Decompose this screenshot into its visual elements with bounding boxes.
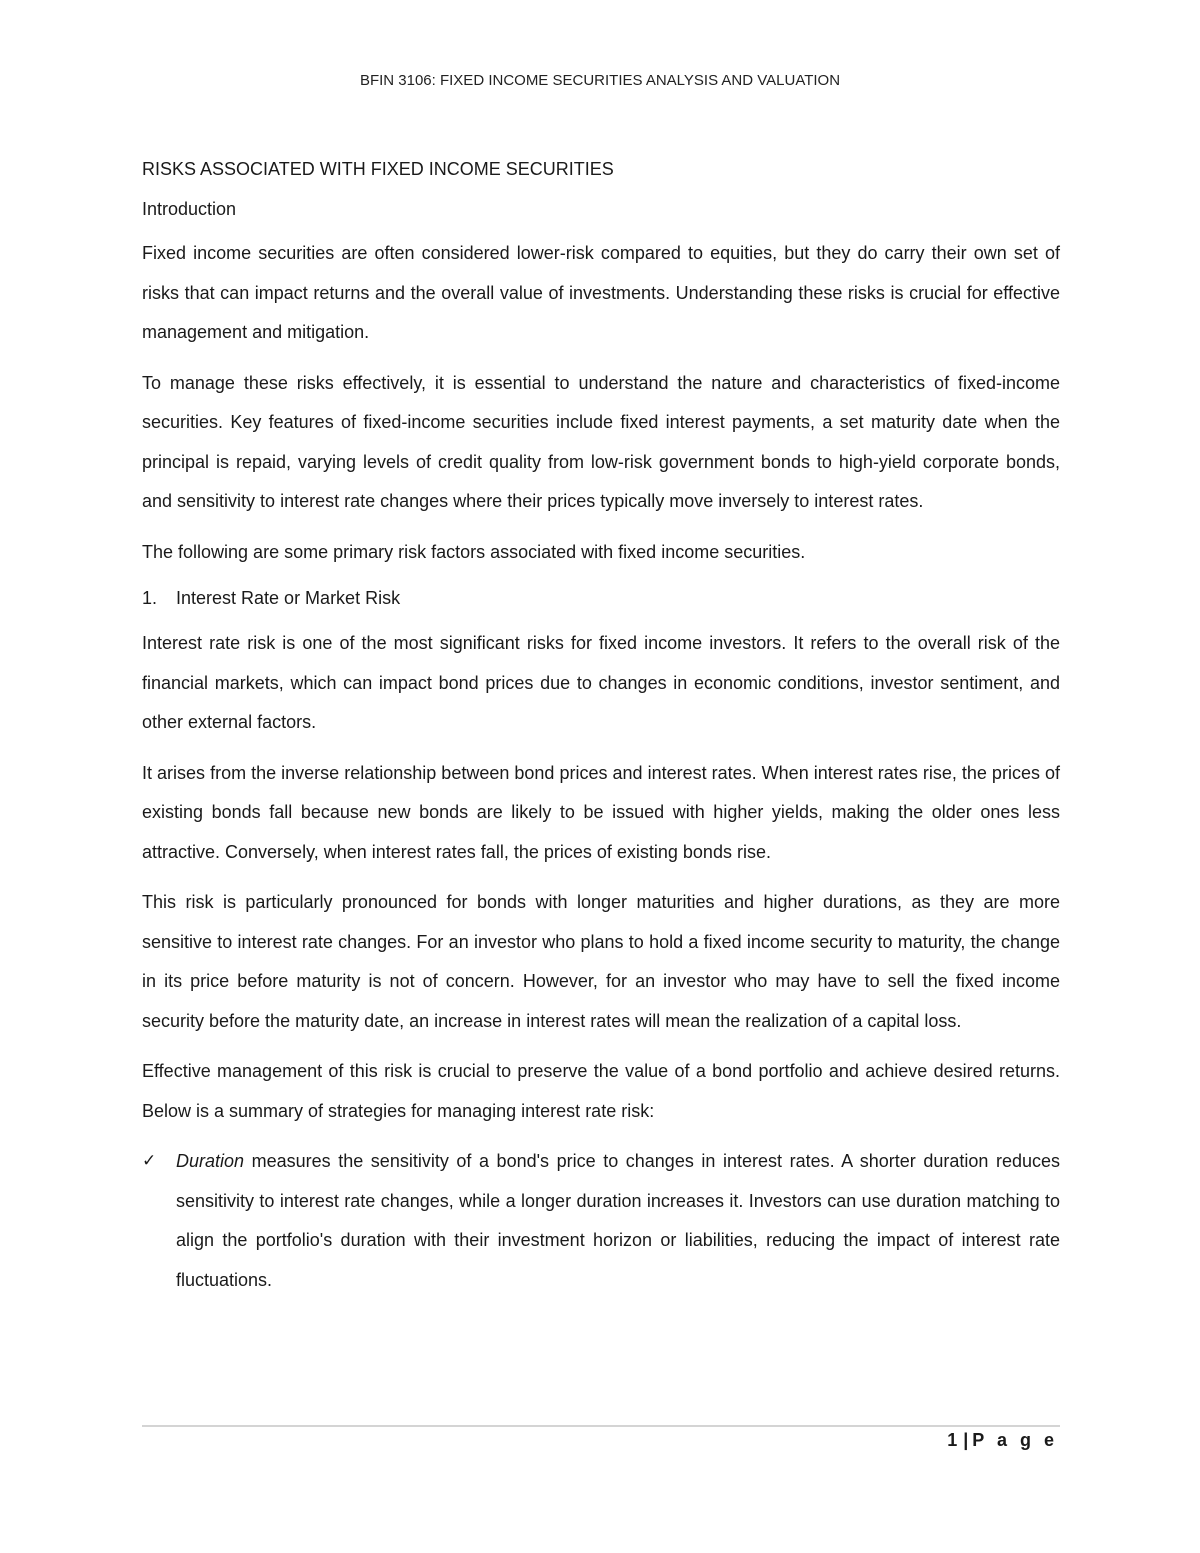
footer-divider [142, 1425, 1060, 1427]
section-title: Interest Rate or Market Risk [176, 588, 401, 608]
section-paragraph: It arises from the inverse relationship between bond prices and interest rates. When interest rates rise, the prices of existing bonds fall because new bonds are likely to be issued with higher yields, making the older ones less attractive. Conversely, when interest rates fall, the prices of existing bonds rise. [142, 762, 1060, 862]
section-paragraph: Effective management of this risk is crucial to preserve the value of a bond portfolio and achieve desired returns. Below is a summary of strategies for managing interest rate risk: [142, 1061, 1060, 1121]
section-heading [142, 583, 1060, 613]
checkmark-icon: ✓ [142, 1151, 157, 1171]
section-number: 1. [142, 588, 158, 608]
course-title: BFIN 3106: FIXED INCOME SECURITIES ANALYSIS AND VALUATION [359, 72, 841, 89]
intro-paragraph: The following are some primary risk factors associated with fixed income securities. [142, 541, 806, 562]
page-label: P a g e [972, 1430, 1058, 1450]
section-paragraph: This risk is particularly pronounced for bonds with longer maturities and higher durations, as they are more sensitive to interest rate changes. For an investor who plans to hold a fixed income security to maturity, the change in its price before maturity is not of concern. However, for an investor who may have to sell the fixed income security before the maturity date, an increase in interest rates will mean the realization of a capital loss. [142, 892, 1060, 1031]
page-footer [947, 1430, 1058, 1451]
section-paragraph: Interest rate risk is one of the most significant risks for fixed income investors. It refers to the overall risk of the financial markets, which can impact bond prices due to changes in economic conditions, investor sentiment, and other external factors. [142, 633, 1060, 732]
page-number: 1 [947, 1430, 962, 1450]
strategy-list-item [142, 1142, 1060, 1300]
intro-paragraph: Fixed income securities are often considered lower-risk compared to equities, but they do carry their own set of risks that can impact returns and the overall value of investments. Understanding these risks is crucial for effective management and mitigation. [142, 243, 1060, 342]
intro-heading: Introduction [142, 199, 237, 219]
strategy-term: Duration [176, 1151, 245, 1171]
document-body [142, 154, 1060, 1300]
strategy-text [176, 1142, 1060, 1300]
page-separator: | [963, 1430, 969, 1450]
document-title: RISKS ASSOCIATED WITH FIXED INCOME SECURITIES [142, 159, 614, 179]
intro-paragraph: To manage these risks effectively, it is essential to understand the nature and characteristics of fixed-income securities. Key features of fixed-income securities include fixed interest payments, a set maturity date when the principal is repaid, varying levels of credit quality from low-risk government bonds to high-yield corporate bonds, and sensitivity to interest rate changes where their prices typically move inversely to interest rates. [142, 372, 1060, 511]
strategy-description: measures the sensitivity of a bond's price to changes in interest rates. A shorter duration reduces sensitivity to interest rate changes, while a longer duration increases it. Investors can use duration matching to align the portfolio's duration with their investment horizon or liabilities, reducing the impact of interest rate fluctuations. [176, 1151, 1060, 1290]
page-header [0, 72, 1200, 89]
